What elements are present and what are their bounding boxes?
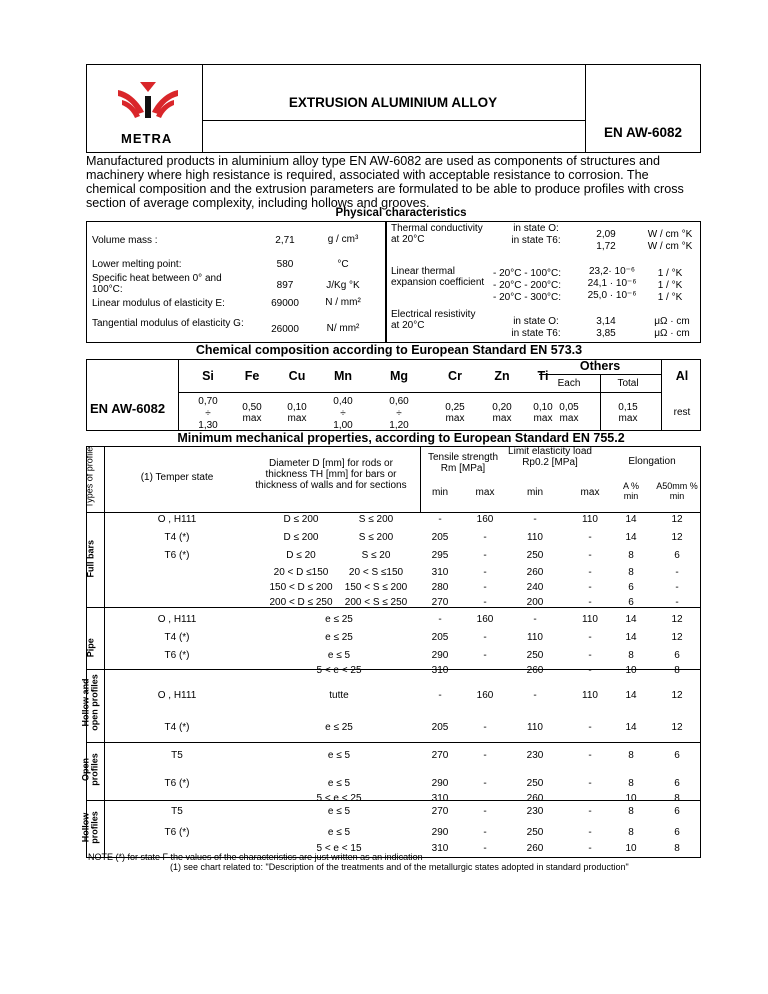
- chem-header-fe: Fe: [244, 369, 260, 383]
- mech-cell-rm-min: 270: [431, 806, 449, 817]
- mech-cell-temper: T4 (*): [164, 722, 190, 733]
- mech-cell-e: e ≤ 5: [327, 778, 351, 789]
- mech-cell-temper: O , H111: [157, 614, 197, 625]
- melting-label: Lower melting point:: [92, 259, 182, 270]
- mech-cell-s: S ≤ 200: [358, 532, 394, 543]
- mech-cell-e: 5 < e < 25: [316, 665, 362, 676]
- mech-cell-a50: 6: [674, 550, 680, 561]
- mech-cell-e: tutte: [329, 690, 349, 701]
- mech-cell-rm-max: -: [483, 567, 487, 578]
- mech-cell-rp-min: 260: [526, 793, 544, 804]
- mech-cell-temper: T6 (*): [164, 650, 190, 661]
- mech-cell-a: 14: [625, 632, 637, 643]
- mech-cell-rp-min: 260: [526, 843, 544, 854]
- mech-cell-e: e ≤ 25: [325, 722, 353, 733]
- header-divider-2: [585, 64, 586, 153]
- mech-cell-rm-min: 270: [431, 597, 449, 608]
- mech-cell-a50: 12: [671, 722, 683, 733]
- mech-cell-a: 6: [628, 582, 634, 593]
- mech-cell-rm-max: -: [483, 597, 487, 608]
- mech-cell-rp-max: -: [588, 778, 592, 789]
- mech-cell-rm-max: -: [483, 778, 487, 789]
- types-of-profile-label: Types of profile: [84, 446, 95, 508]
- volume-mass-value: 2,71: [275, 235, 295, 246]
- mech-cell-a: 6: [628, 597, 634, 608]
- mech-cell-temper: T6 (*): [164, 550, 190, 561]
- mech-cell-rp-min: 250: [526, 778, 544, 789]
- chem-header-each: Each: [557, 378, 581, 389]
- physical-title: Physical characteristics: [335, 207, 467, 219]
- mech-cell-rm-min: -: [438, 614, 442, 625]
- mech-cell-e: e ≤ 25: [325, 614, 353, 625]
- mech-cell-a: 14: [625, 722, 637, 733]
- expansion-unit-2: 1 / °K: [657, 280, 683, 291]
- chem-si-value: 0,70 ÷ 1,30: [198, 396, 218, 431]
- group-open: Open profiles: [80, 753, 100, 786]
- intro-line: section of average complexity, including hollows and grooves.: [86, 196, 430, 210]
- resistivity-state-t6: in state T6:: [511, 328, 561, 339]
- mech-cell-d: D ≤ 20: [286, 550, 316, 561]
- mech-cell-a: 8: [628, 750, 634, 761]
- mech-cell-rp-max: -: [588, 650, 592, 661]
- volume-mass-label: Volume mass :: [92, 235, 158, 246]
- mech-cell-rm-min: 310: [431, 665, 449, 676]
- chem-header-al: Al: [675, 369, 689, 383]
- chem-header-line: [178, 392, 661, 393]
- tangential-modulus-label: Tangential modulus of elasticity G:: [92, 318, 244, 329]
- mech-cell-rm-max: -: [483, 843, 487, 854]
- a50-header: A50mm % min: [656, 481, 698, 501]
- melting-unit: °C: [337, 259, 349, 270]
- expansion-label: Linear thermal expansion coefficient: [391, 266, 485, 288]
- mech-cell-a: 14: [625, 514, 637, 525]
- mech-cell-a: 14: [625, 532, 637, 543]
- mech-cell-a50: 12: [671, 614, 683, 625]
- linear-modulus-unit: N / mm²: [325, 297, 361, 308]
- note-state-f: NOTE (*) for state F the values of the characteristics are just written as an indication: [88, 852, 423, 862]
- resistivity-value-t6: 3,85: [596, 328, 616, 339]
- rm-min-header: min: [431, 487, 449, 498]
- intro-line: machinery where high resistance is required, associated with acceptable resistance to corrosion. The: [86, 168, 649, 182]
- mech-cell-a50: -: [675, 597, 679, 608]
- mech-cell-rm-min: 290: [431, 827, 449, 838]
- mech-cell-d: 200 < D ≤ 250: [269, 597, 333, 608]
- mech-cell-a: 10: [625, 793, 637, 804]
- mechanical-title: Minimum mechanical properties, according to European Standard EN 755.2: [177, 431, 625, 445]
- mech-cell-rm-max: -: [483, 722, 487, 733]
- thermal-unit-t6: W / cm °K: [647, 241, 693, 252]
- group-hollow: Hollow profiles: [80, 811, 100, 844]
- chem-mg-value: 0,60 ÷ 1,20: [389, 396, 409, 431]
- mech-cell-rp-max: 110: [582, 614, 598, 625]
- chem-total-value: 0,15 max: [618, 402, 638, 424]
- mech-header-bottom: [86, 512, 701, 513]
- mech-hollow-open-bottom: [86, 742, 701, 743]
- mech-cell-rp-min: 110: [527, 632, 543, 643]
- mech-open-bottom: [86, 800, 701, 801]
- expansion-range-1: - 20°C - 100°C:: [492, 268, 562, 279]
- mech-cell-rp-max: -: [588, 827, 592, 838]
- mech-cell-rp-min: 230: [526, 750, 544, 761]
- a-pct-header: A % min: [622, 481, 639, 501]
- linear-modulus-label: Linear modulus of elasticity E:: [92, 298, 225, 309]
- mech-cell-a50: 12: [671, 690, 683, 701]
- mech-cell-rm-min: 290: [431, 650, 449, 661]
- elongation-header: Elongation: [628, 456, 676, 467]
- mech-cell-rm-max: -: [483, 582, 487, 593]
- thermal-value-t6: 1,72: [596, 241, 616, 252]
- mech-cell-a50: 6: [674, 827, 680, 838]
- mech-cell-d: 150 < D ≤ 200: [269, 582, 333, 593]
- mech-cell-rp-min: 230: [526, 806, 544, 817]
- linear-modulus-value: 69000: [271, 298, 299, 309]
- chem-header-mn: Mn: [333, 369, 353, 383]
- mech-cell-rm-max: -: [483, 650, 487, 661]
- mech-cell-e: 5 < e < 15: [316, 843, 362, 854]
- mech-cell-rp-min: 110: [527, 532, 543, 543]
- chem-alloy-label: EN AW-6082: [90, 401, 166, 416]
- melting-value: 580: [276, 259, 294, 270]
- chem-header-cr: Cr: [448, 369, 462, 383]
- page-title: EXTRUSION ALUMINIUM ALLOY: [288, 95, 498, 110]
- mech-cell-rp-max: -: [588, 750, 592, 761]
- mech-cell-rp-min: 110: [527, 722, 543, 733]
- mech-cell-a50: 12: [671, 514, 683, 525]
- chem-fe-value: 0,50 max: [242, 402, 262, 424]
- group-full-bars: Full bars: [85, 539, 96, 578]
- resistivity-label: Electrical resistivity at 20°C: [391, 309, 476, 331]
- mech-cell-rp-min: 250: [526, 650, 544, 661]
- expansion-value-1: 23,2· 10⁻⁶: [588, 266, 636, 277]
- mech-cell-rp-max: 110: [582, 690, 598, 701]
- mech-cell-e: e ≤ 25: [325, 632, 353, 643]
- chem-header-mg: Mg: [389, 369, 409, 383]
- mech-cell-rm-min: -: [438, 690, 442, 701]
- mech-cell-e: 5 < e < 25: [316, 793, 362, 804]
- mech-cell-a50: 12: [671, 632, 683, 643]
- chem-al-value: rest: [673, 407, 691, 418]
- mech-cell-rm-min: 295: [431, 550, 449, 561]
- expansion-value-3: 25,0 · 10⁻⁶: [587, 290, 637, 301]
- mech-cell-rp-max: -: [588, 843, 592, 854]
- mech-cell-a: 14: [625, 614, 637, 625]
- mech-cell-rm-max: -: [483, 532, 487, 543]
- mech-cell-rp-min: -: [533, 514, 537, 525]
- mech-cell-rm-max: 160: [476, 690, 494, 701]
- mech-cell-a50: 6: [674, 650, 680, 661]
- resistivity-value-o: 3,14: [596, 316, 616, 327]
- mech-col-temper: [420, 446, 421, 512]
- mech-cell-rp-min: -: [533, 614, 537, 625]
- chem-divider-left: [178, 359, 179, 431]
- diameter-header: Diameter D [mm] for rods or thickness TH [mm] for bars or thickness of walls and for sections: [255, 458, 407, 491]
- thermal-unit-o: W / cm °K: [647, 229, 693, 240]
- chem-ti-value: 0,10 max: [533, 402, 553, 424]
- mech-cell-rm-max: 160: [476, 614, 494, 625]
- mech-cell-a: 8: [628, 650, 634, 661]
- mech-cell-rp-max: -: [588, 597, 592, 608]
- mech-cell-rp-max: -: [588, 806, 592, 817]
- mech-cell-temper: T4 (*): [164, 532, 190, 543]
- mech-cell-rp-max: -: [588, 582, 592, 593]
- mech-cell-e: e ≤ 5: [327, 750, 351, 761]
- mech-cell-rm-max: -: [483, 632, 487, 643]
- mech-cell-s: 20 < S ≤150: [348, 567, 404, 578]
- note-temper-reference: (1) see chart related to: "Description of the treatments and of the metallurgic states adopted in standard production": [170, 862, 629, 872]
- header-divider-1: [202, 64, 203, 153]
- mech-pipe-bottom: [86, 669, 701, 670]
- chem-header-cu: Cu: [288, 369, 306, 383]
- mech-cell-s: 200 < S ≤ 250: [344, 597, 408, 608]
- rp-max-header: max: [580, 487, 600, 498]
- mech-cell-e: e ≤ 5: [327, 827, 351, 838]
- temper-state-header: (1) Temper state: [140, 472, 214, 483]
- mech-cell-s: S ≤ 200: [358, 514, 394, 525]
- mech-cell-e: e ≤ 5: [327, 650, 351, 661]
- mech-cell-rm-min: 310: [431, 843, 449, 854]
- mech-cell-rm-max: -: [483, 550, 487, 561]
- mech-cell-rp-min: 260: [526, 665, 544, 676]
- chemical-title: Chemical composition according to European Standard EN 573.3: [195, 343, 583, 357]
- expansion-unit-1: 1 / °K: [657, 268, 683, 279]
- chem-header-si: Si: [202, 369, 214, 383]
- volume-mass-unit: g / cm³: [327, 234, 359, 245]
- mech-cell-a50: 8: [674, 843, 680, 854]
- mech-cell-rp-min: 200: [526, 597, 544, 608]
- rm-max-header: max: [475, 487, 495, 498]
- tensile-header: Tensile strength Rm [MPa]: [427, 452, 499, 474]
- mech-cell-rp-max: -: [588, 632, 592, 643]
- mech-cell-a: 10: [625, 843, 637, 854]
- mech-cell-rm-max: 160: [476, 514, 494, 525]
- thermal-value-o: 2,09: [596, 229, 616, 240]
- mech-cell-a50: 6: [674, 750, 680, 761]
- mech-cell-temper: T5: [171, 806, 183, 817]
- rp-min-header: min: [526, 487, 544, 498]
- mech-cell-temper: O , H111: [157, 514, 197, 525]
- chem-mn-value: 0,40 ÷ 1,00: [333, 396, 353, 431]
- chem-each-value: 0,05 max: [559, 402, 579, 424]
- specific-heat-unit: J/Kg °K: [326, 280, 360, 291]
- mech-cell-a: 8: [628, 550, 634, 561]
- mech-cell-a: 8: [628, 806, 634, 817]
- tangential-modulus-value: 26000: [271, 324, 299, 335]
- tangential-modulus-unit: N/ mm²: [326, 323, 360, 334]
- mech-cell-a: 8: [628, 778, 634, 789]
- mech-cell-a: 8: [628, 567, 634, 578]
- mech-cell-s: 150 < S ≤ 200: [344, 582, 408, 593]
- mech-cell-rm-min: -: [438, 514, 442, 525]
- mech-cell-temper: T6 (*): [164, 827, 190, 838]
- chem-zn-value: 0,20 max: [492, 402, 512, 424]
- specific-heat-label: Specific heat between 0° and 100°C:: [92, 273, 222, 295]
- alloy-code: EN AW-6082: [603, 125, 683, 140]
- mech-cell-s: S ≤ 20: [361, 550, 391, 561]
- group-hollow-open: Hollow and open profiles: [80, 674, 100, 731]
- mech-cell-rp-min: 250: [526, 550, 544, 561]
- group-pipe: Pipe: [85, 638, 96, 658]
- mech-cell-rp-max: -: [588, 665, 592, 676]
- mech-cell-d: 20 < D ≤150: [273, 567, 329, 578]
- mech-cell-rp-min: -: [533, 690, 537, 701]
- chem-header-zn: Zn: [494, 369, 510, 383]
- mech-cell-a50: -: [675, 582, 679, 593]
- mech-cell-rm-max: -: [483, 806, 487, 817]
- mech-cell-e: e ≤ 5: [327, 806, 351, 817]
- chem-header-others: Others: [579, 359, 621, 373]
- expansion-value-2: 24,1 · 10⁻⁶: [587, 278, 637, 289]
- mech-cell-a: 10: [625, 665, 637, 676]
- expansion-range-2: - 20°C - 200°C:: [492, 280, 562, 291]
- thermal-state-t6: in state T6:: [511, 235, 561, 246]
- mech-cell-a50: -: [675, 567, 679, 578]
- mech-cell-rm-min: 270: [431, 750, 449, 761]
- mech-cell-a50: 8: [674, 665, 680, 676]
- mech-cell-rm-min: 205: [431, 722, 449, 733]
- chem-cu-value: 0,10 max: [287, 402, 307, 424]
- mech-cell-a50: 6: [674, 806, 680, 817]
- mech-cell-rm-min: 290: [431, 778, 449, 789]
- header-title-underline: [202, 120, 585, 121]
- mech-cell-temper: T5: [171, 750, 183, 761]
- mech-cell-temper: T6 (*): [164, 778, 190, 789]
- mech-cell-a50: 6: [674, 778, 680, 789]
- mech-cell-rm-min: 310: [431, 793, 449, 804]
- mech-cell-a50: 8: [674, 793, 680, 804]
- mech-cell-rm-min: 280: [431, 582, 449, 593]
- mech-cell-rm-max: -: [483, 750, 487, 761]
- mech-cell-temper: O , H111: [157, 690, 197, 701]
- mech-cell-a: 8: [628, 827, 634, 838]
- thermal-label: Thermal conductivity at 20°C: [391, 223, 483, 245]
- mech-col-types: [104, 446, 105, 858]
- mech-cell-rm-min: 205: [431, 632, 449, 643]
- mech-cell-rm-max: -: [483, 827, 487, 838]
- mech-cell-d: D ≤ 200: [283, 532, 319, 543]
- expansion-range-3: - 20°C - 300°C:: [492, 292, 562, 303]
- mech-cell-rp-min: 240: [526, 582, 544, 593]
- intro-line: chemical composition and the extrusion parameters are formulated to be able to produce profiles with cross: [86, 182, 684, 196]
- expansion-unit-3: 1 / °K: [657, 292, 683, 303]
- mech-cell-rp-max: -: [588, 722, 592, 733]
- intro-line: Manufactured products in aluminium alloy type EN AW-6082 are used as components of structures and: [86, 154, 661, 168]
- specific-heat-value: 897: [276, 280, 294, 291]
- chem-divider-right: [661, 359, 662, 431]
- chem-header-total: Total: [617, 378, 639, 389]
- resistivity-unit-o: μΩ · cm: [654, 316, 690, 327]
- chem-others-divider: [600, 374, 601, 431]
- chem-header-ti: Ti: [537, 369, 549, 383]
- limit-header: Limit elasticity load Rp0.2 [MPa]: [508, 446, 592, 468]
- mech-cell-rp-max: -: [588, 532, 592, 543]
- mech-cell-rp-max: -: [588, 550, 592, 561]
- logo-text: METRA: [121, 131, 173, 146]
- resistivity-state-o: in state O:: [513, 316, 559, 327]
- resistivity-unit-t6: μΩ · cm: [654, 328, 690, 339]
- mech-cell-rp-max: 110: [582, 514, 598, 525]
- mech-cell-rm-min: 205: [431, 532, 449, 543]
- mech-cell-rm-min: 310: [431, 567, 449, 578]
- thermal-state-o: in state O:: [513, 223, 559, 234]
- mech-cell-d: D ≤ 200: [283, 514, 319, 525]
- mech-cell-rp-max: -: [588, 567, 592, 578]
- mech-cell-temper: T4 (*): [164, 632, 190, 643]
- mech-cell-rp-min: 260: [526, 567, 544, 578]
- mech-cell-rp-min: 250: [526, 827, 544, 838]
- chem-cr-value: 0,25 max: [445, 402, 465, 424]
- mech-cell-a: 14: [625, 690, 637, 701]
- mech-cell-a50: 12: [671, 532, 683, 543]
